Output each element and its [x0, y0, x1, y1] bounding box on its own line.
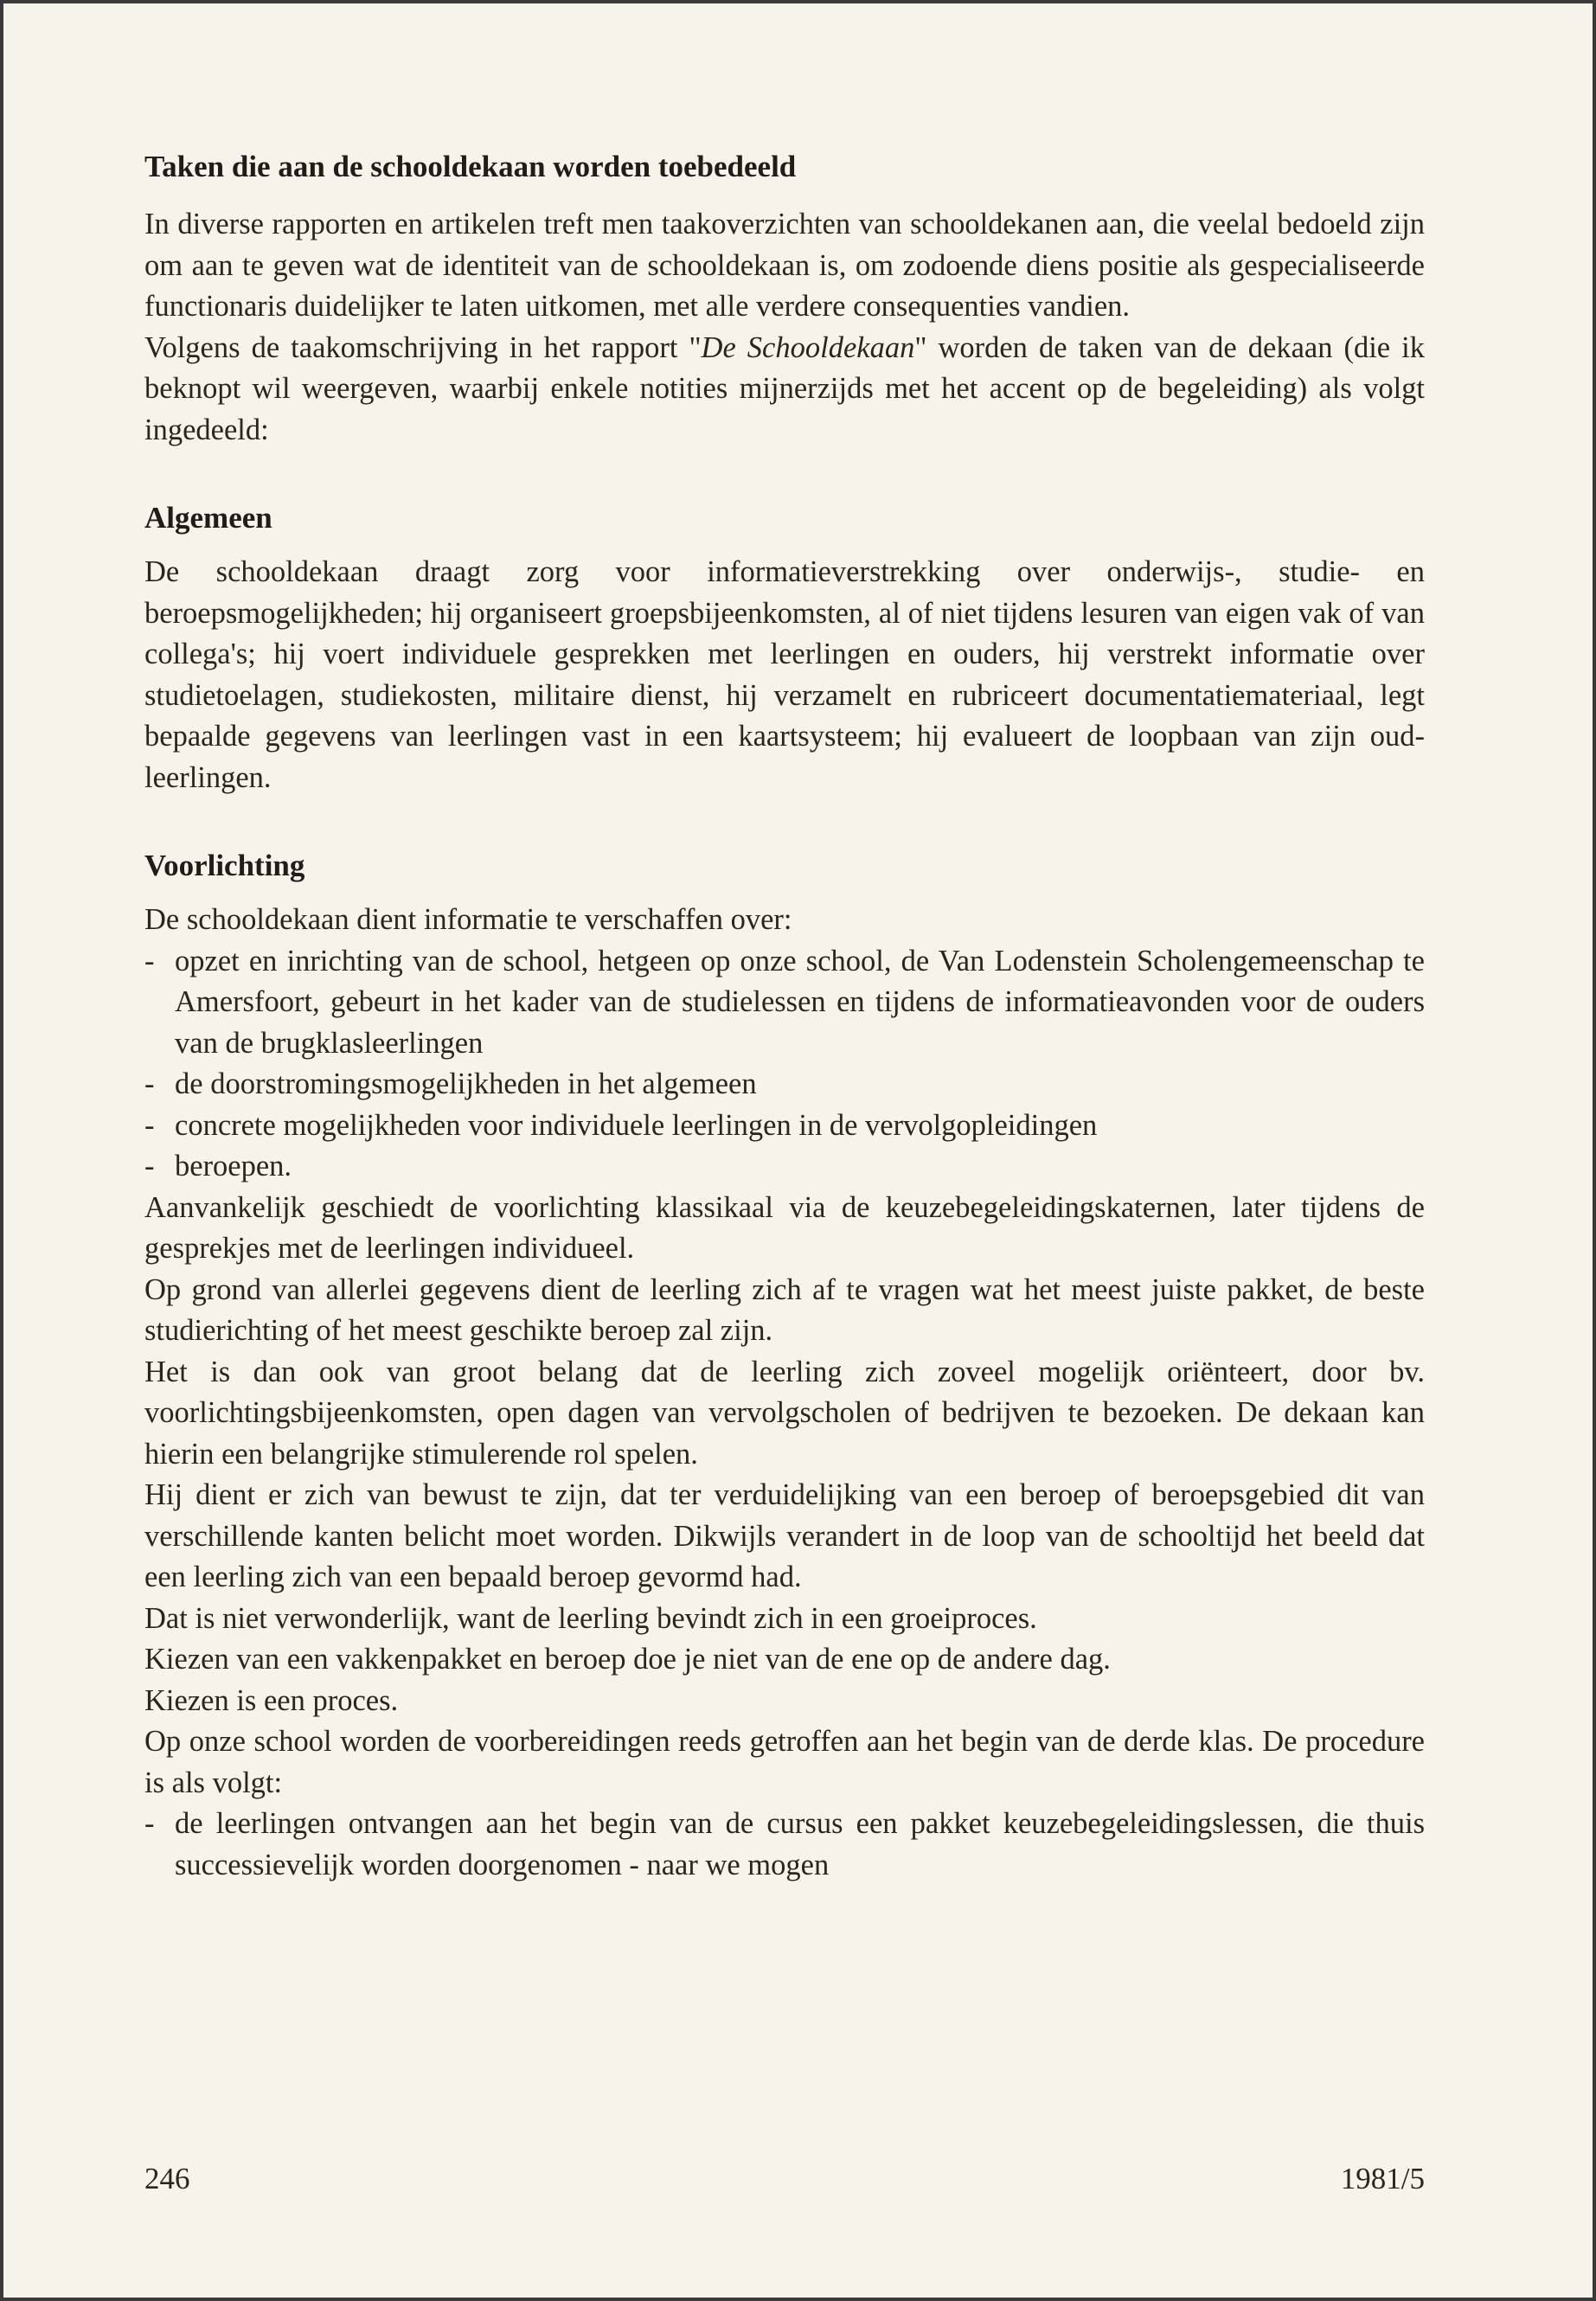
page-content [144, 146, 1425, 1886]
page-number: 246 [144, 2162, 190, 2195]
list-item: - beroepen. [144, 1146, 1425, 1188]
section-heading-algemeen: Algemeen [144, 501, 272, 535]
list-item: - concrete mogelijkheden voor individuele leerlingen in de vervolgopleidingen [144, 1106, 1425, 1147]
document-page [3, 3, 1593, 2298]
voorlichting-paragraph: Op onze school worden de voorbereidingen reeds getroffen aan het begin van de derde klas. De procedure is als volgt: [144, 1725, 1425, 1799]
procedure-list [144, 1804, 1425, 1886]
voorlichting-lead: De schooldekaan dient informatie te verschaffen over: [144, 903, 792, 936]
section-heading-voorlichting: Voorlichting [144, 849, 305, 882]
topics-list [144, 941, 1425, 1188]
voorlichting-paragraph: Hij dient er zich van bewust te zijn, dat ter verduidelijking van een beroep of beroepsgebied dit van verschillende kanten belicht moet worden. Dikwijls verandert in de loop van de schooltijd het beeld dat een leerling zich van een bepaald beroep gevormd had. [144, 1478, 1425, 1593]
list-item: - de leerlingen ontvangen aan het begin van de cursus een pakket keuzebegeleidingslessen, die thuis successievelijk worden doorgenomen - naar we mogen [144, 1804, 1425, 1886]
voorlichting-paragraph: Het is dan ook van groot belang dat de leerling zich zoveel mogelijk oriënteert, door bv. voorlichtingsbijeenkomsten, open dagen van vervolgscholen of bedrijven te bezoeken. De dekaan kan hierin een belangrijke stimulerende rol spelen. [144, 1355, 1425, 1471]
voorlichting-paragraph: Kiezen van een vakkenpakket en beroep doe je niet van de ene op de andere dag. [144, 1643, 1111, 1676]
section-heading-taken: Taken die aan de schooldekaan worden toebedeeld [144, 150, 797, 183]
intro-paragraph-2 [144, 328, 1425, 452]
issue-number: 1981/5 [1340, 2162, 1425, 2195]
report-title: De Schooldekaan [701, 330, 915, 364]
intro-p2-rest: " worden de taken van de dekaan (die ik beknopt wil weergeven, waarbij enkele notities mijnerzijds met het accent op de begeleiding) als volgt ingedeeld: [144, 330, 1425, 446]
voorlichting-paragraph: Aanvankelijk geschiedt de voorlichting klassikaal via de keuzebegeleidingskaternen, later tijdens de gesprekjes met de leerlingen individueel. [144, 1190, 1425, 1265]
list-item: - opzet en inrichting van de school, hetgeen op onze school, de Van Lodenstein Scholengemeenschap te Amersfoort, gebeurt in het kader van de studielessen en tijdens de informatieavonden voor de ouders van de brugklasleerlingen [144, 941, 1425, 1065]
intro-paragraph-1: In diverse rapporten en artikelen treft men taakoverzichten van schooldekanen aan, die veelal bedoeld zijn om aan te geven wat de identiteit van de schooldekaan is, om zodoende diens positie als gespecialiseerde functionaris duidelijker te laten uitkomen, met alle verdere consequenties vandien. [144, 208, 1425, 323]
voorlichting-paragraph: Kiezen is een proces. [144, 1683, 399, 1717]
voorlichting-paragraph: Dat is niet verwonderlijk, want de leerling bevindt zich in een groeiproces. [144, 1601, 1037, 1635]
algemeen-paragraph: De schooldekaan draagt zorg voor informatieverstrekking over onderwijs-, studie- en beroepsmogelijkheden; hij organiseert groepsbijeenkomsten, al of niet tijdens lesuren van eigen vak of van collega's; hij voert individuele gesprekken met leerlingen en ouders, hij verstrekt informatie over studietoelagen, studiekosten, militaire dienst, hij verzamelt en rubriceert documentatiemateriaal, legt bepaalde gegevens van leerlingen vast in een kaartsysteem; hij evalueert de loopbaan van zijn oud-leerlingen. [144, 555, 1425, 794]
intro-p2-lead: Volgens de taakomschrijving in het rapport " [144, 330, 702, 364]
list-item: - de doorstromingsmogelijkheden in het algemeen [144, 1064, 1425, 1106]
voorlichting-paragraph: Op grond van allerlei gegevens dient de leerling zich af te vragen wat het meest juiste pakket, de beste studierichting of het meest geschikte beroep zal zijn. [144, 1272, 1425, 1347]
